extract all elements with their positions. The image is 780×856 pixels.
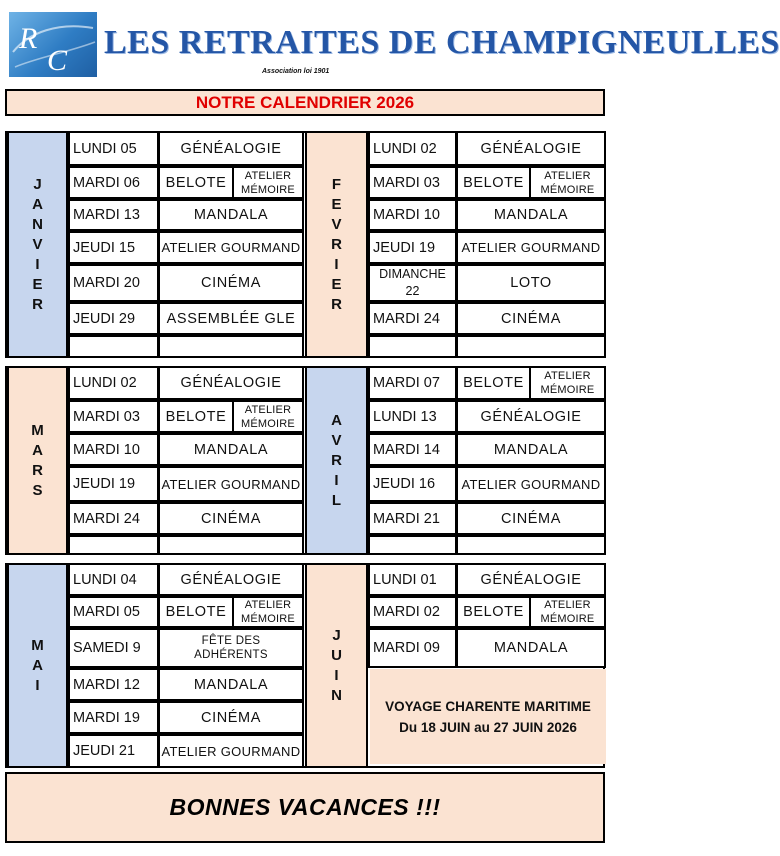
day-cell <box>68 628 159 668</box>
day-cell <box>368 166 457 199</box>
day-label: MARDI 03 <box>373 174 440 191</box>
day-label: LUNDI 01 <box>373 571 437 588</box>
day-label: JEUDI 16 <box>373 476 436 492</box>
day-cell <box>68 335 159 358</box>
day-cell <box>368 131 457 166</box>
day-label: MARDI 14 <box>373 441 440 458</box>
day-cell <box>68 302 159 335</box>
activity-cell: MANDALA <box>158 199 304 231</box>
activity-cell: BELOTE <box>158 400 234 433</box>
day-cell <box>68 199 159 231</box>
activity-cell: ASSEMBLÉE GLE <box>158 302 304 335</box>
day-cell <box>368 264 457 302</box>
page-title: LES RETRAITES DE CHAMPIGNEULLES <box>104 24 780 61</box>
activity-cell-secondary: ATELIER MÉMOIRE <box>232 166 304 199</box>
day-cell <box>368 199 457 231</box>
activity-cell-secondary: ATELIER MÉMOIRE <box>232 596 304 628</box>
day-label: MARDI 03 <box>73 408 140 425</box>
day-label: MARDI 13 <box>73 207 140 223</box>
activity-cell: CINÉMA <box>456 502 606 535</box>
activity-cell: GÉNÉALOGIE <box>456 563 606 596</box>
day-cell <box>68 701 159 734</box>
activity-cell: MANDALA <box>456 199 606 231</box>
day-label: JEUDI 15 <box>73 239 136 256</box>
day-label: MARDI 05 <box>73 604 140 620</box>
day-label: MARDI 19 <box>73 709 140 726</box>
day-label: SAMEDI 9 <box>73 640 141 656</box>
day-label: MARDI 10 <box>373 207 440 223</box>
activity-cell: BELOTE <box>456 596 531 628</box>
activity-cell: BELOTE <box>158 596 234 628</box>
month-label-avril: A V R I L <box>305 366 368 555</box>
activity-cell: ATELIER GOURMAND <box>158 466 304 502</box>
day-label: MARDI 09 <box>373 640 440 656</box>
day-cell <box>368 563 457 596</box>
day-cell <box>368 366 457 400</box>
day-label: MARDI 07 <box>373 375 440 391</box>
day-cell <box>68 466 159 502</box>
day-cell <box>68 366 159 400</box>
activity-cell: CINÉMA <box>158 701 304 734</box>
day-label: LUNDI 02 <box>73 375 137 391</box>
activity-cell: GÉNÉALOGIE <box>158 563 304 596</box>
calendar-title: NOTRE CALENDRIER 2026 <box>5 89 605 116</box>
activity-cell: FÊTE DES ADHÉRENTS <box>158 628 304 668</box>
day-cell <box>68 668 159 701</box>
day-label: JEUDI 29 <box>73 310 136 327</box>
day-cell <box>68 166 159 199</box>
day-cell <box>368 466 457 502</box>
activity-cell: ATELIER GOURMAND <box>158 231 304 264</box>
day-cell <box>368 502 457 535</box>
day-label: JEUDI 19 <box>373 239 436 256</box>
activity-cell: BELOTE <box>158 166 234 199</box>
day-label: MARDI 24 <box>373 310 440 327</box>
activity-cell: BELOTE <box>456 166 531 199</box>
day-cell <box>368 596 457 628</box>
day-label: MARDI 02 <box>373 604 440 620</box>
day-label: MARDI 12 <box>73 676 140 693</box>
activity-cell: GÉNÉALOGIE <box>158 366 304 400</box>
trip-note <box>370 669 606 764</box>
activity-cell: MANDALA <box>158 433 304 466</box>
day-cell <box>68 596 159 628</box>
day-label: DIMANCHE 22 <box>379 267 446 298</box>
day-label: LUNDI 02 <box>373 140 437 157</box>
month-label-mai: M A I <box>7 563 68 768</box>
svg-text:C: C <box>47 44 68 77</box>
activity-cell: ATELIER GOURMAND <box>158 734 304 768</box>
day-label: JEUDI 19 <box>73 476 136 492</box>
day-label: LUNDI 05 <box>73 140 137 157</box>
association-logo <box>9 12 97 77</box>
month-label-janvier: J A N V I E R <box>7 131 68 358</box>
activity-cell <box>158 535 304 555</box>
activity-cell-secondary: ATELIER MÉMOIRE <box>529 366 606 400</box>
trip-note-title: VOYAGE CHARENTE MARITIME <box>385 698 591 714</box>
day-cell <box>368 535 457 555</box>
day-label: MARDI 10 <box>73 441 140 458</box>
activity-cell: GÉNÉALOGIE <box>456 400 606 433</box>
activity-cell: MANDALA <box>158 668 304 701</box>
activity-cell: LOTO <box>456 264 606 302</box>
day-label: MARDI 24 <box>73 510 140 527</box>
day-cell <box>68 433 159 466</box>
svg-text:R: R <box>19 22 38 55</box>
day-label: MARDI 20 <box>73 275 140 291</box>
month-label-mars: M A R S <box>7 366 68 555</box>
activity-cell: ATELIER GOURMAND <box>456 466 606 502</box>
activity-cell-secondary: ATELIER MÉMOIRE <box>529 166 606 199</box>
activity-cell <box>456 335 606 358</box>
activity-cell: BELOTE <box>456 366 531 400</box>
day-cell <box>68 231 159 264</box>
day-cell <box>68 400 159 433</box>
trip-note-dates: Du 18 JUIN au 27 JUIN 2026 <box>399 719 577 735</box>
activity-cell: MANDALA <box>456 433 606 466</box>
activity-cell <box>158 335 304 358</box>
day-label: MARDI 06 <box>73 174 140 191</box>
day-cell <box>368 335 457 358</box>
day-label: MARDI 21 <box>373 510 440 527</box>
day-cell <box>368 302 457 335</box>
day-cell <box>68 563 159 596</box>
day-label: LUNDI 13 <box>373 408 437 425</box>
day-cell <box>68 535 159 555</box>
activity-cell: CINÉMA <box>456 302 606 335</box>
month-label-fevrier: F E V R I E R <box>305 131 368 358</box>
footer-message: BONNES VACANCES !!! <box>5 772 605 843</box>
activity-cell-secondary: ATELIER MÉMOIRE <box>529 596 606 628</box>
day-cell <box>68 502 159 535</box>
day-cell <box>368 433 457 466</box>
activity-cell: CINÉMA <box>158 264 304 302</box>
day-cell <box>368 628 457 668</box>
day-cell <box>368 400 457 433</box>
day-cell <box>68 264 159 302</box>
day-cell <box>368 231 457 264</box>
day-label: LUNDI 04 <box>73 571 137 588</box>
day-label: JEUDI 21 <box>73 743 136 759</box>
activity-cell: GÉNÉALOGIE <box>158 131 304 166</box>
day-cell <box>68 131 159 166</box>
activity-cell: GÉNÉALOGIE <box>456 131 606 166</box>
month-label-juin: J U I N <box>305 563 368 768</box>
activity-cell <box>456 535 606 555</box>
day-cell <box>68 734 159 768</box>
activity-cell-secondary: ATELIER MÉMOIRE <box>232 400 304 433</box>
activity-cell: CINÉMA <box>158 502 304 535</box>
activity-cell: ATELIER GOURMAND <box>456 231 606 264</box>
page-subtitle: Association loi 1901 <box>262 68 330 75</box>
activity-cell: MANDALA <box>456 628 606 668</box>
